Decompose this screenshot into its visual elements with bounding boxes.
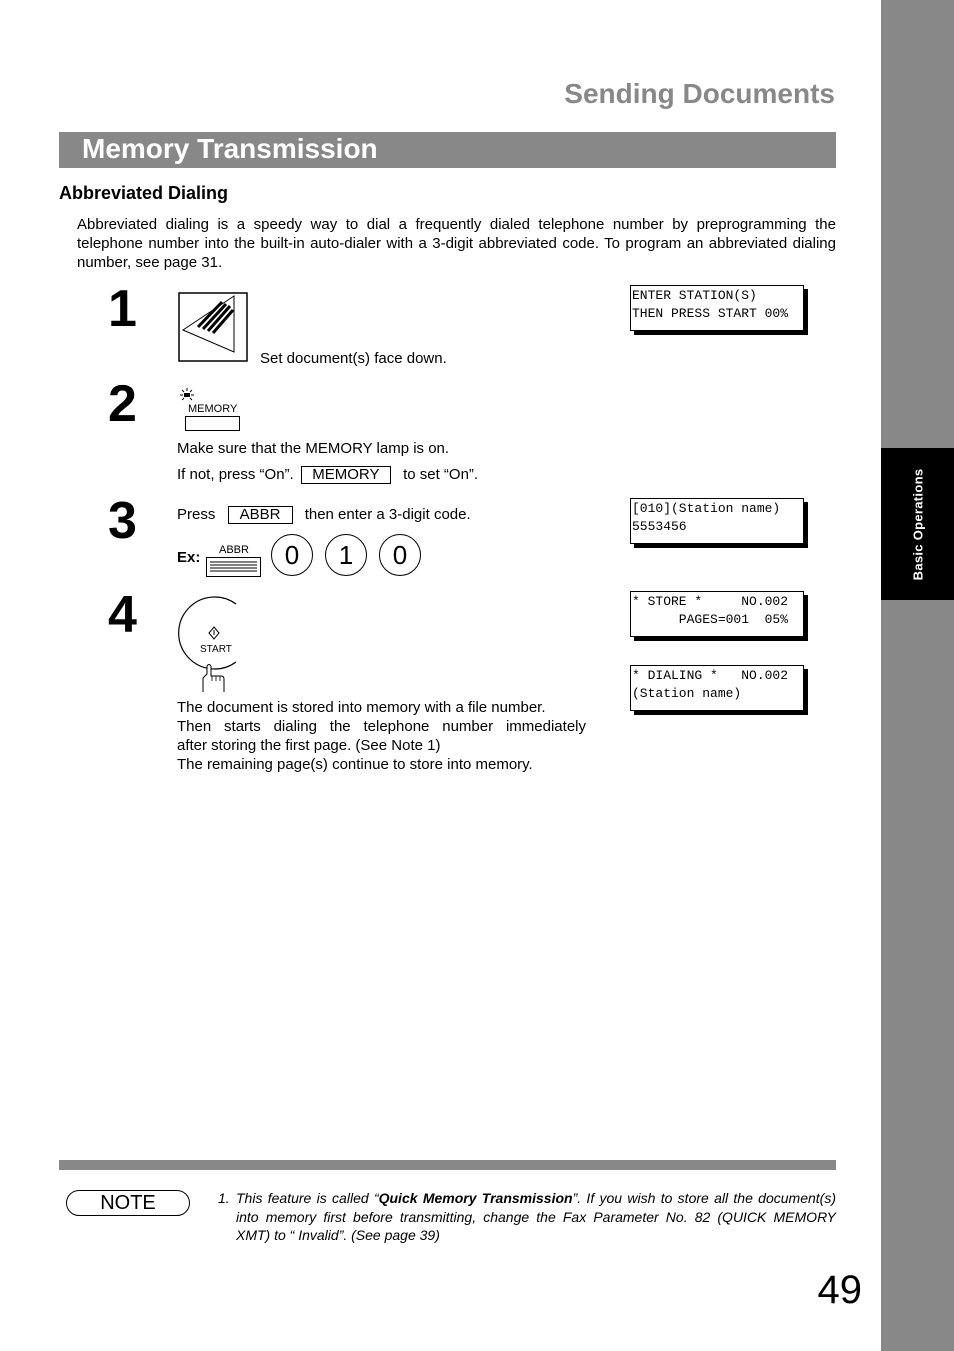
start-key-label: START: [200, 644, 232, 655]
step3-instruction: [177, 505, 471, 524]
step4-text-line: The remaining page(s) continue to store into memory.: [177, 756, 533, 773]
memory-button-label: MEMORY: [301, 466, 391, 484]
lcd-display-step4-dialing: [630, 665, 804, 711]
step-number: 4: [108, 586, 137, 644]
step3-text-pre: Press: [177, 506, 216, 523]
step2-instruction: [177, 465, 478, 484]
subheading: Abbreviated Dialing: [59, 183, 229, 203]
lcd-line: 5553456: [632, 519, 687, 534]
abbr-key-label: ABBR: [219, 544, 249, 556]
note-line: XMT) to “ Invalid”. (See page 39): [236, 1227, 440, 1243]
abbr-key-icon: [206, 557, 261, 577]
note-feature-name: Quick Memory Transmission: [378, 1190, 573, 1206]
lcd-line: * DIALING * NO.002: [632, 668, 789, 683]
lcd-line: * STORE * NO.002: [632, 594, 789, 609]
lcd-line: PAGES=001 05%: [632, 612, 789, 627]
lcd-line: THEN PRESS START 00%: [632, 306, 789, 321]
lcd-line: ENTER STATION(S): [632, 288, 757, 303]
document-face-down-icon: [178, 292, 248, 362]
step4-text-line: Then starts dialing the telephone number immediately: [177, 718, 586, 735]
step2-text-pre: If not, press “On”.: [177, 466, 294, 483]
step3-text-post: then enter a 3-digit code.: [304, 506, 471, 523]
note-divider-bar: [59, 1160, 836, 1170]
lcd-line: [010](Station name): [632, 501, 781, 516]
lcd-line: (Station name): [632, 686, 742, 701]
step4-description: [177, 698, 586, 774]
step1-text: Set document(s) face down.: [260, 350, 447, 367]
lcd-display-step1: [630, 285, 804, 331]
page-sidebar: [881, 0, 954, 1351]
keypad-key: 1: [325, 534, 367, 576]
note-number: 1.: [218, 1190, 230, 1206]
lcd-display-step3: [630, 498, 804, 544]
step4-text-line: The document is stored into memory with a file number.: [177, 699, 546, 716]
step-number: 2: [108, 375, 137, 433]
note-label: NOTE: [66, 1190, 190, 1216]
note-line: This feature is called “Quick Memory Transmission”. If you wish to store all the document(s): [236, 1190, 836, 1206]
example-label: Ex:: [177, 549, 201, 566]
note-text: [236, 1189, 836, 1245]
memory-key-label: MEMORY: [188, 403, 238, 415]
keypad-key: 0: [271, 534, 313, 576]
abbr-button-label: ABBR: [228, 506, 293, 524]
step-number: 3: [108, 492, 137, 550]
step-number: 1: [108, 280, 137, 338]
intro-paragraph: Abbreviated dialing is a speedy way to dial a frequently dialed telephone number by preprogramming the telephone number into the built-in auto-dialer with a 3-digit abbreviated code. To program an abbreviated dialing number, see page 31.: [77, 216, 836, 271]
step4-text-line: after storing the first page. (See Note 1): [177, 737, 441, 754]
step2-text-post: to set “On”.: [403, 466, 479, 483]
page-number: 49: [817, 1268, 862, 1312]
chapter-tab-label: Basic Operations: [910, 468, 926, 580]
step2-text: Make sure that the MEMORY lamp is on.: [177, 440, 450, 457]
lcd-display-step4-store: [630, 591, 804, 637]
keypad-key: 0: [379, 534, 421, 576]
memory-key-icon: [185, 416, 240, 431]
section-title: Memory Transmission: [82, 133, 378, 164]
lamp-on-icon: [180, 388, 194, 402]
page-header-title: Sending Documents: [564, 78, 835, 109]
note-line: into memory first before transmitting, change the Fax Parameter No. 82 (QUICK MEMORY: [236, 1208, 836, 1225]
